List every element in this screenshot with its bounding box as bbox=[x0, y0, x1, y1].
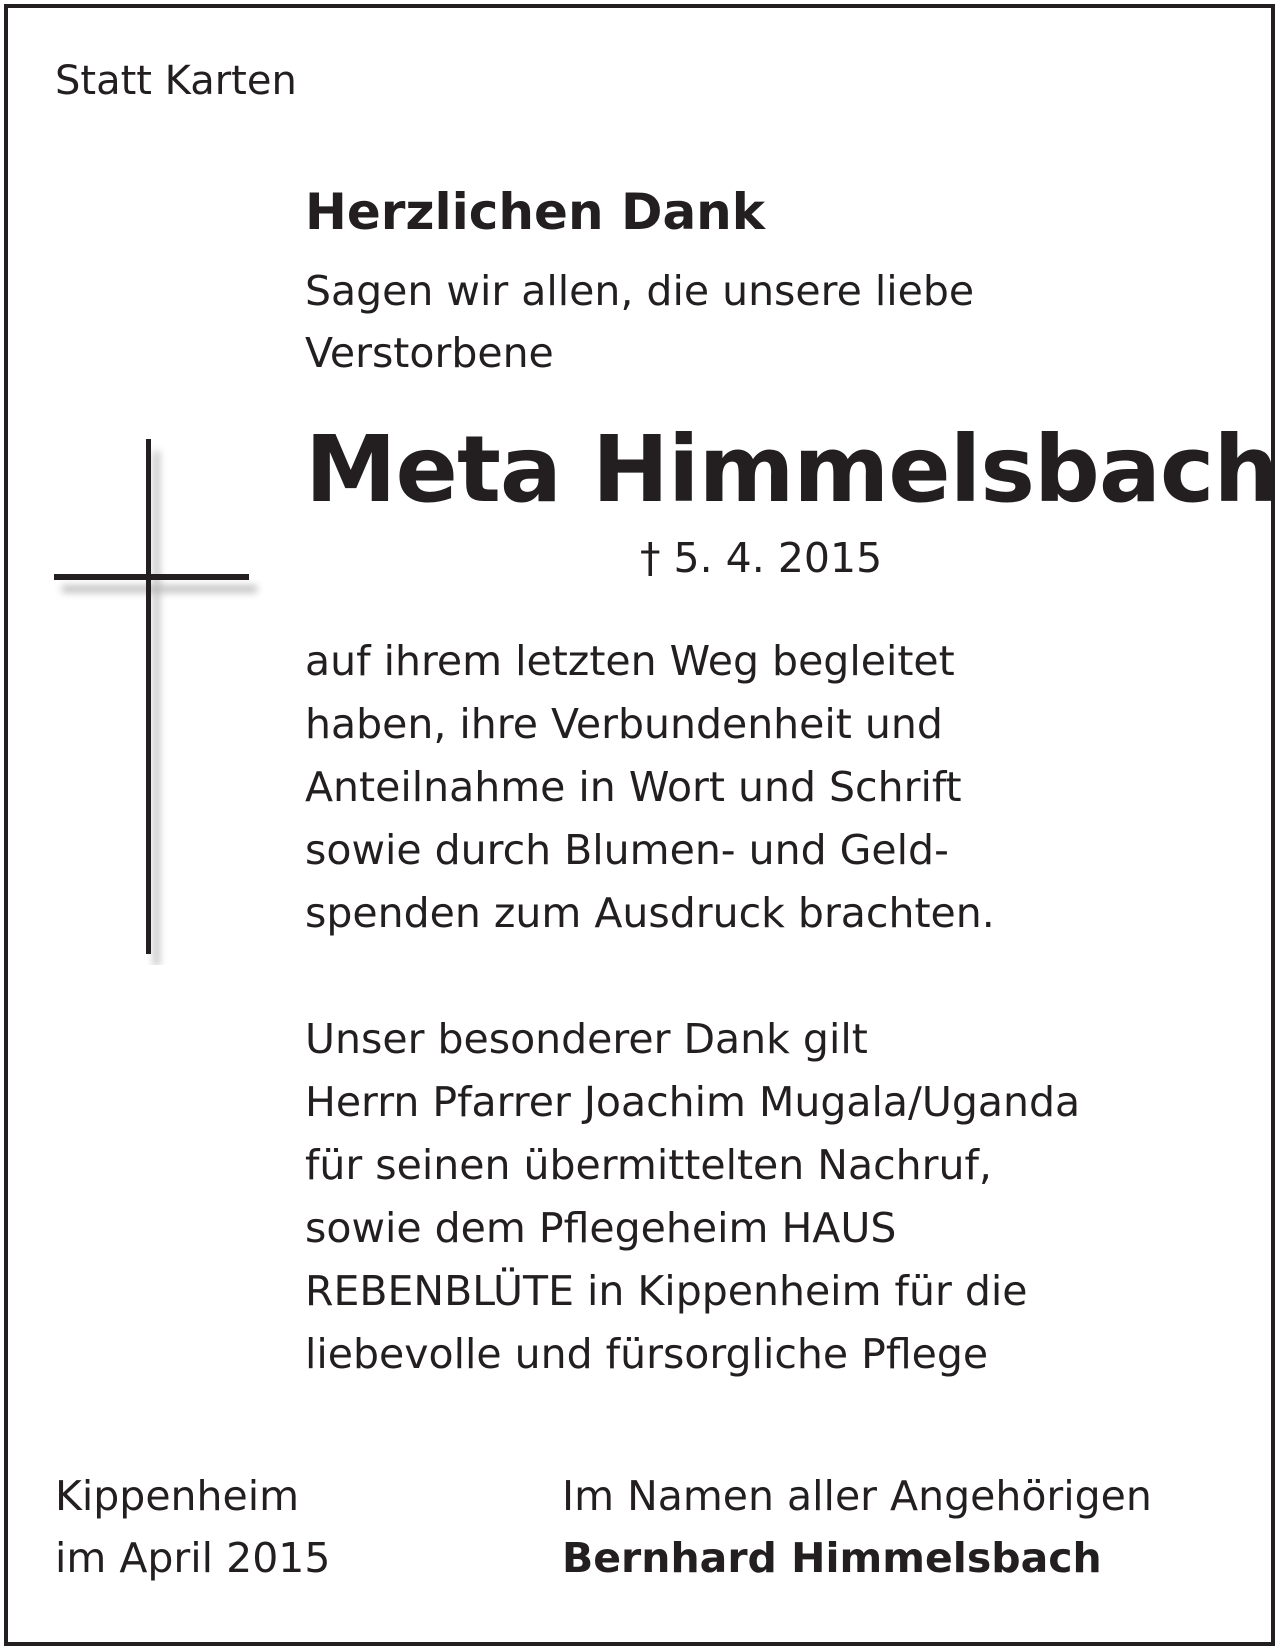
intro-line: Sagen wir allen, die unsere liebe bbox=[305, 267, 975, 315]
intro-line: Verstorbene bbox=[305, 329, 554, 377]
signature-intro: Im Namen aller Angehörigen bbox=[562, 1472, 1152, 1520]
body-line: liebevolle und fürsorgliche Pflege bbox=[305, 1330, 989, 1378]
body-line: für seinen übermittelten Nachruf, bbox=[305, 1141, 992, 1189]
deceased-name: Meta Himmelsbach bbox=[305, 416, 1278, 523]
place: Kippenheim bbox=[55, 1472, 300, 1520]
body-line: haben, ihre Verbundenheit und bbox=[305, 700, 943, 748]
body-line: auf ihrem letzten Weg begleitet bbox=[305, 637, 955, 685]
body-paragraph-1 bbox=[305, 630, 995, 945]
cross-icon bbox=[40, 425, 270, 965]
body-paragraph-2 bbox=[305, 1008, 1080, 1386]
body-line: Anteilnahme in Wort und Schrift bbox=[305, 763, 962, 811]
date: im April 2015 bbox=[55, 1534, 331, 1582]
body-line: sowie durch Blumen- und Geld- bbox=[305, 826, 949, 874]
thanks-title: Herzlichen Dank bbox=[305, 183, 766, 241]
body-line: Herrn Pfarrer Joachim Mugala/Uganda bbox=[305, 1078, 1081, 1126]
intro-text bbox=[305, 260, 974, 384]
body-line: REBENBLÜTE in Kippenheim für die bbox=[305, 1267, 1028, 1315]
header-note: Statt Karten bbox=[55, 58, 297, 104]
death-date: † 5. 4. 2015 bbox=[640, 534, 883, 582]
body-line: spenden zum Ausdruck brachten. bbox=[305, 889, 995, 937]
body-line: sowie dem Pflegeheim HAUS bbox=[305, 1204, 897, 1252]
place-date bbox=[55, 1465, 330, 1589]
body-line: Unser besonderer Dank gilt bbox=[305, 1015, 868, 1063]
signature-name: Bernhard Himmelsbach bbox=[562, 1534, 1102, 1582]
